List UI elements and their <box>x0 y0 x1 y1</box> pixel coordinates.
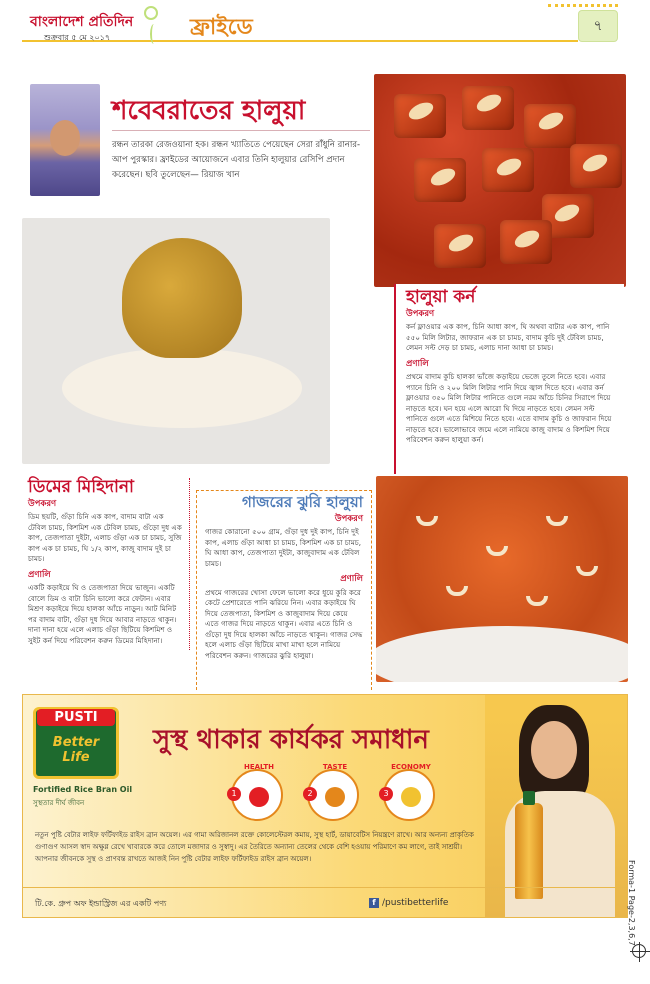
facebook-icon: f <box>369 898 379 908</box>
ad-body-text: নতুন পুষ্টি বেটার লাইফ ফর্টিফাইড রাইস ব্রান অয়েল। এর গামা অরিজানল রক্তে কোলেস্টেরল কমায়, সুস্থ হার্ট, ডায়াবেটিস নিয়ন্ত্রণে রাখে। আর অন্যন্য প্রাকৃতিক গুণাগুণ আসল স্বাদ অক্ষুণ্ণ রেখে খাবারকে করে তোলে মজাদার ও সুস্বাদু। এর তৈরিতে অন্যান্য তেলের থেকে বেশি হওয়ায় পরিমাণে কম লাগে, তাই সাশ্রয়ী। আপনার জীবনকে সুস্থ ও প্রাণবন্ত রাখতে আজই নিন পুষ্টি বেটার লাইফ ফর্টিফাইড রাইস ব্রান অয়েল। <box>35 831 474 863</box>
recipe-dimer-mihidana <box>22 478 190 650</box>
ingredients-label: উপকরণ <box>334 513 363 524</box>
recipe-title: ডিমের মিহিদানা <box>28 477 134 497</box>
badge-number: 1 <box>227 787 241 801</box>
brand-name: PUSTI <box>37 709 115 726</box>
method-label: প্রণালি <box>28 569 51 580</box>
pusti-advertisement <box>22 694 628 918</box>
section-title: ফ্রাইডে <box>190 14 253 40</box>
ingredients-label: উপকরণ <box>28 498 57 509</box>
ad-model <box>485 695 628 918</box>
recipe-halua-korn <box>394 284 624 474</box>
taste-badge <box>307 763 359 821</box>
ad-slogan: সুস্থ থাকার কার্যকর সমাধান <box>153 725 429 755</box>
spiral-ornament <box>144 6 158 20</box>
ingredients-label: উপকরণ <box>406 308 435 319</box>
feature-title: শবেবরাতের হালুয়া <box>112 96 306 126</box>
method-text: প্রথমে গাজরের খোসা ফেলে ভালো করে ধুয়ে কুরি করে কেটে প্রেশারেতে পানি ঝরিয়ে নিন। এবার কড়াইয়ে ঘি দিয়ে তেজপাতা, কিশমিশ ও কাজুবাদাম দিয়ে কেয়ে এতে গাজর দিয়ে নাড়তে থাকুন। এবার এতে চিনি ও গুঁড়ো দুধ দিয়ে হালকা আঁচে নাড়তে থাকুন। গাজর সেদ্ধ হলে এলাচ গুঁড়া ছিটিয়ে মাখা মাখা হলে নামিয়ে পরিবেশন করুন। গাজরের ঝুরি হালুয়া। <box>205 587 363 660</box>
economy-badge <box>383 763 435 821</box>
sub-brand: Better Life <box>52 735 100 765</box>
method-text: প্রথমে বাদাম কুচি হালকা ভাঁজে কড়াইয়ে ভেজে তুলে নিতে হবে। এবার প্যানে চিনি ও ২০০ মিলি লিটার পানি দিয়ে জ্বাল দিতে হবে। এবার কর্ন ফ্লাওয়ার ৩৫০ মিলি লিটার পানিতে গুলে নরম আঁচে চিনির সিরাপে দিয়ে নাড়তে হবে। ঘন হয়ে এলে আরো ঘি দিয়ে নাড়তে হবে। লেমন সল্ট পানিতে গুলে এতে মিশিয়ে নিতে হবে। এতে বাদাম কুচি ও জাফরান দিয়ে নাড়তে হবে। ভালোভাবে জমে এলে নামিয়ে কাজু বাদাম ও কিশমিশ দিয়ে পরিবেশন করুন হালুয়া কর্ন। <box>406 372 612 444</box>
paper-name: বাংলাদেশ প্রতিদিন <box>30 14 134 30</box>
forma-mark: Forma-1 Page-2,3,6,7 <box>627 860 636 946</box>
facebook-link[interactable]: f /pustibetterlife <box>369 898 448 908</box>
header-dots <box>548 4 618 7</box>
taka-icon <box>401 787 421 807</box>
halua-korn-photo <box>374 74 626 287</box>
badge-label: ECONOMY <box>391 763 431 771</box>
recipe-title: গাজরের ঝুরি হালুয়া <box>241 493 363 511</box>
oil-bottle <box>515 803 543 899</box>
feature-intro: রন্ধন তারকা রেজওয়ানা হক। রন্ধন খ্যাতিতে পেয়েছেন সেরা রাঁধুনি রানার-আপ পুরস্কার। ফ্রাইডের আয়োজনে এবার তিনি হালুয়ার রেসিপি প্রদান করেছেন। ছবি তুলেছেন— রিয়াজ খান <box>112 140 361 180</box>
ad-footer <box>23 887 628 918</box>
badge-number: 2 <box>303 787 317 801</box>
registration-mark-icon <box>632 944 646 958</box>
product-tag: সুস্থতার দীর্ঘ জীবন <box>33 799 85 807</box>
spiral-ornament-tail <box>150 24 158 44</box>
recipe-title: হালুয়া কর্ন <box>406 287 476 307</box>
company-name: টি.কে. গ্রুপ অফ ইন্ডাস্ট্রিজ এর একটি পণ্য <box>35 899 167 908</box>
badge-number: 3 <box>379 787 393 801</box>
page-number: ৭ <box>578 10 618 42</box>
author-photo <box>30 84 100 196</box>
mihidana-photo <box>22 218 330 464</box>
badge-label: TASTE <box>322 763 348 771</box>
gajor-halua-photo <box>376 476 628 682</box>
ingredients-text: কর্ন ফ্লাওয়ার এক কাপ, চিনি আধা কাপ, ঘি অথবা বাটার এক কাপ, পানি ৫৫০ মিলি লিটার, জাফরান এক চা চামচ, বাদাম কুচি দুই টেবিল চামচ, লেমন সল্ট দেড় চা চামচ, এলাচ দানা আধা চা চামচ। <box>406 322 610 352</box>
recipe-gajor-halua <box>196 490 372 690</box>
paper-date: শুক্রবার ৫ মে ২০১৭ <box>44 33 111 42</box>
health-badge <box>231 763 283 821</box>
title-rule <box>112 130 370 131</box>
method-label: প্রণালি <box>340 574 363 584</box>
method-text: একটি কড়াইয়ে ঘি ও তেজপাতা দিয়ে ভাজুন। একটি বোলে ডিম ও বাটা চিনি ভালো করে ফেটান। এবার মিশ্রণ কড়াইয়ে দিয়ে হালকা আঁচে নাড়ুন। আট মিনিট পর বাদাম বাটা, গুঁড়া দুধ দিয়ে আবার নাড়তে থাকুন। দানা দানা হয়ে এলে এলাচ গুঁড়া ছিটিয়ে কিশমিশ ও সুইট কর্ন দিয়ে পরিবেশন করুন ডিমের মিহিদানা। <box>28 583 177 645</box>
ingredients-text: গাজর কোরানো ৫০০ গ্রাম, গুঁড়া দুধ দুই কাপ, চিনি দুই কাপ, এলাচ গুঁড়া আধা চা চামচ, কিশমিশ এক চা চামচ, ঘি আধা কাপ, তেজপাতা দুইটা, কাজুবাদাম এক টেবিল চামচ। <box>205 527 362 568</box>
product-name: Fortified Rice Bran Oil <box>33 785 133 794</box>
drop-icon <box>325 787 345 807</box>
method-label: প্রণালি <box>406 358 429 369</box>
ingredients-text: ডিম ছয়টি, গুঁড়া চিনি এক কাপ, বাদাম বাটা এক টেবিল চামচ, কিশমিশ এক টেবিল চামচ, গুঁড়ো দুধ এক কাপ, তেজপাতা দুইটা, এলাচ গুঁড়া এক চা চামচ, সুজি কাপ এক চা চামচ, ঘি ১/২ কাপ, কাজু বাদাম দুই চা চামচ। <box>28 512 182 563</box>
badge-label: HEALTH <box>244 763 274 771</box>
heart-icon <box>249 787 269 807</box>
